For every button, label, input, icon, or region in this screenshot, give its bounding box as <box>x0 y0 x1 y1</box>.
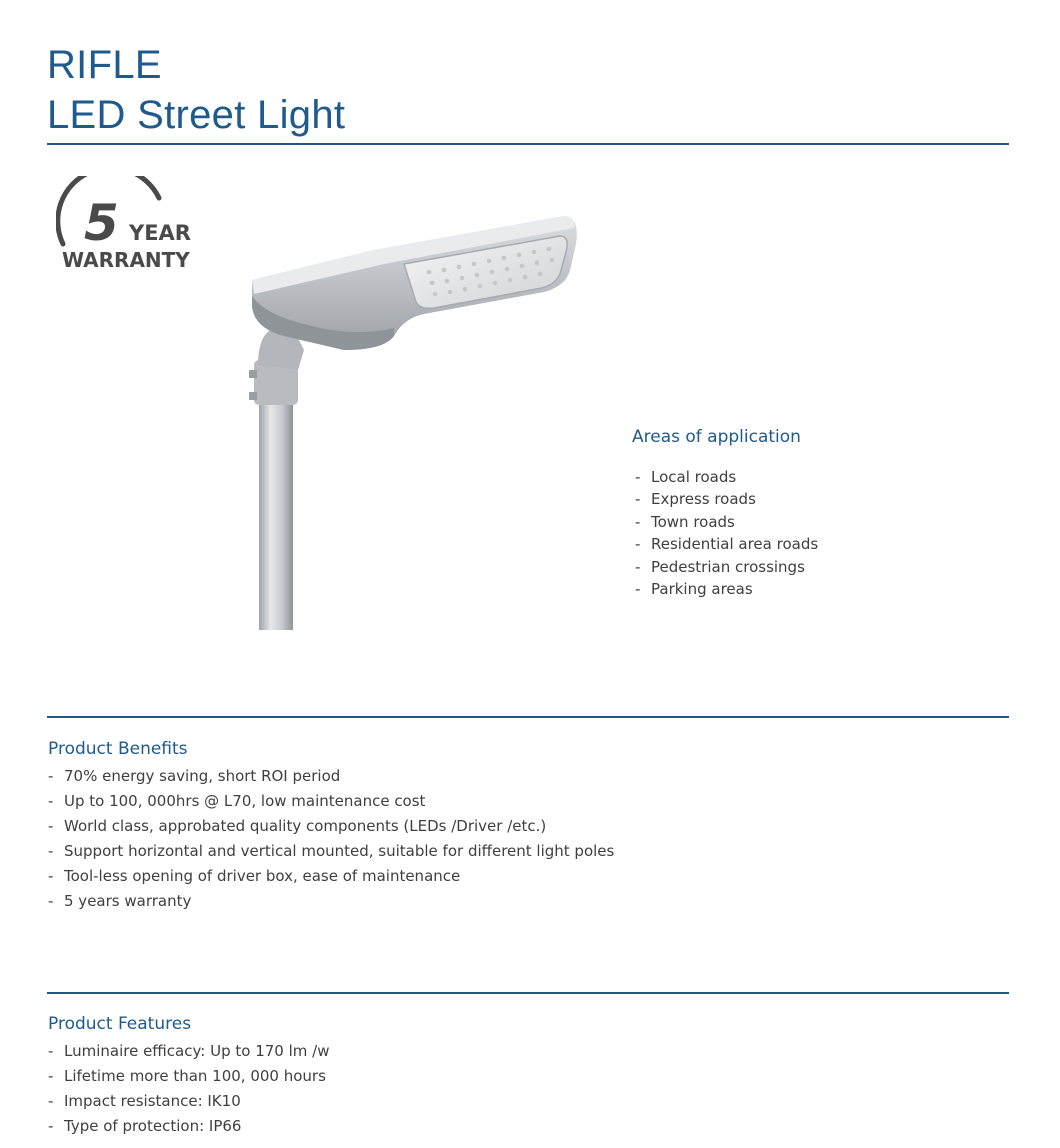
page-title <box>47 40 345 140</box>
list-bullet: - <box>48 767 54 785</box>
list-item: - Residential area roads <box>632 533 818 555</box>
list-bullet: - <box>48 892 54 910</box>
benefits-list <box>48 764 614 914</box>
list-bullet: - <box>48 1042 54 1060</box>
pole <box>259 395 293 630</box>
header-divider <box>47 143 1009 145</box>
list-bullet: - <box>48 1117 54 1135</box>
list-item: - Up to 100, 000hrs @ L70, low maintenance cost <box>48 789 614 814</box>
list-bullet: - <box>48 842 54 860</box>
list-item: - Tool-less opening of driver box, ease of maintenance <box>48 864 614 889</box>
list-bullet: - <box>635 490 641 509</box>
list-bullet: - <box>635 580 641 599</box>
list-bullet: - <box>635 512 641 531</box>
list-bullet: - <box>635 557 641 576</box>
areas-list <box>632 466 818 600</box>
warranty-number: 5 <box>84 194 119 252</box>
list-item: - World class, approbated quality components (LEDs /Driver /etc.) <box>48 814 614 839</box>
product-features <box>48 1013 329 1139</box>
list-item: - Express roads <box>632 488 818 510</box>
list-item: - 5 years warranty <box>48 889 614 914</box>
areas-heading: Areas of application <box>632 427 801 447</box>
features-divider <box>47 992 1009 994</box>
list-item: - Type of protection: IP66 <box>48 1114 329 1139</box>
list-bullet: - <box>48 1092 54 1110</box>
benefits-heading: Product Benefits <box>48 739 188 759</box>
warranty-badge <box>56 176 206 276</box>
list-bullet: - <box>48 792 54 810</box>
warranty-year-label: YEAR <box>129 221 191 245</box>
list-item: - Support horizontal and vertical mounted, suitable for different light poles <box>48 839 614 864</box>
list-bullet: - <box>48 1067 54 1085</box>
product-benefits <box>48 738 614 914</box>
list-item: - Luminaire efficacy: Up to 170 lm /w <box>48 1039 329 1064</box>
list-item: - 70% energy saving, short ROI period <box>48 764 614 789</box>
title-line-1: RIFLE <box>47 43 162 87</box>
warranty-text-label: WARRANTY <box>62 248 190 272</box>
street-light-image <box>244 210 584 630</box>
list-item: - Local roads <box>632 466 818 488</box>
list-item: - Impact resistance: IK10 <box>48 1089 329 1114</box>
list-bullet: - <box>635 468 641 486</box>
features-heading: Product Features <box>48 1014 192 1034</box>
list-item: - Parking areas <box>632 578 818 600</box>
benefits-divider <box>47 716 1009 718</box>
list-item: - Pedestrian crossings <box>632 556 818 578</box>
list-bullet: - <box>48 867 54 885</box>
areas-of-application <box>632 426 818 600</box>
list-item: - Town roads <box>632 511 818 533</box>
features-list <box>48 1039 329 1139</box>
list-item: - Lifetime more than 100, 000 hours <box>48 1064 329 1089</box>
list-bullet: - <box>635 535 641 554</box>
list-bullet: - <box>48 817 54 835</box>
title-line-2: LED Street Light <box>47 93 346 137</box>
